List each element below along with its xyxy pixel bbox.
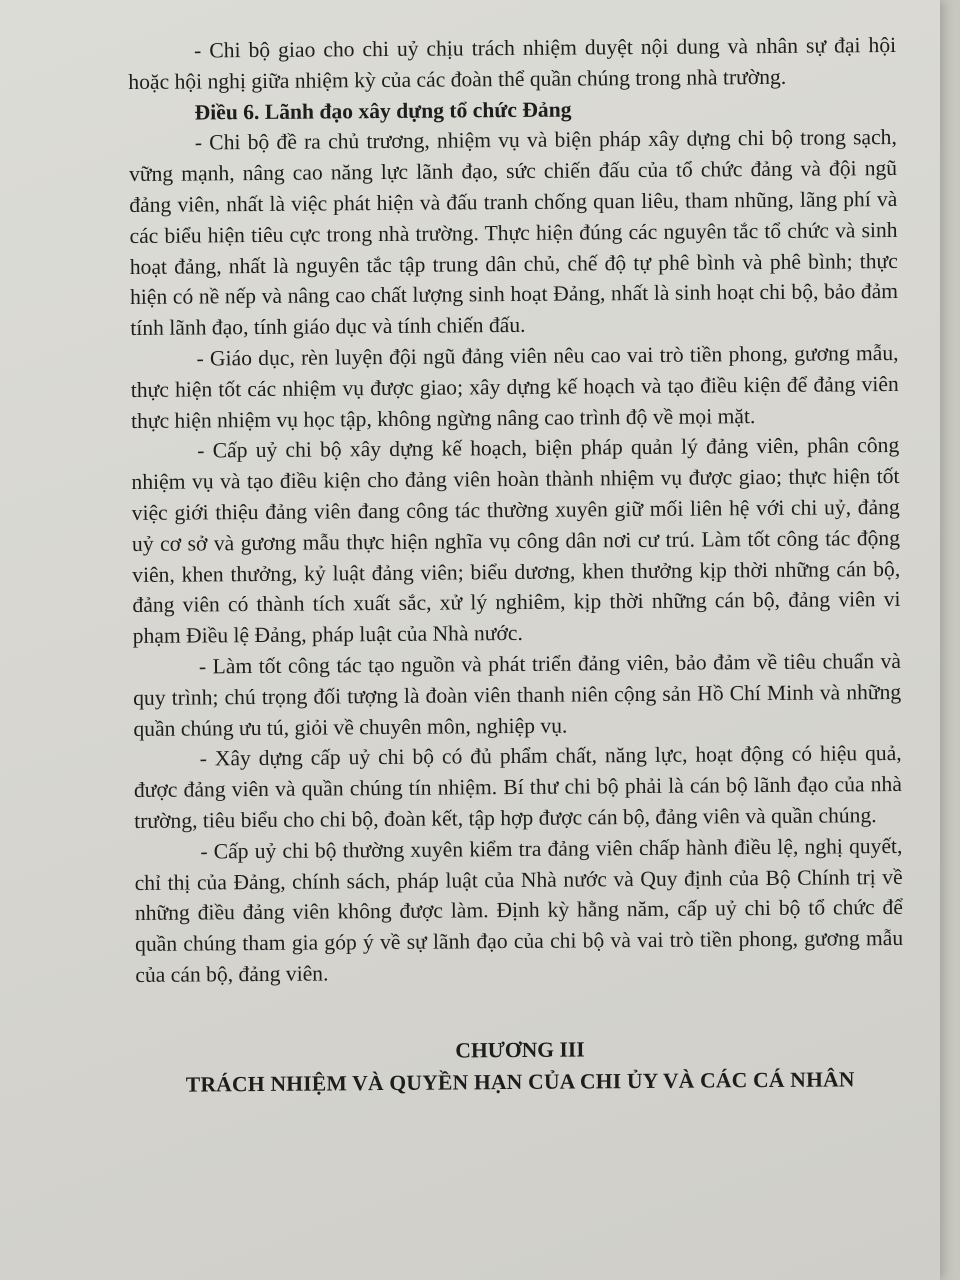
paragraph-4: - Làm tốt công tác tạo nguồn và phát triển đảng viên, bảo đảm về tiêu chuẩn và quy trình; chú trọng đối tượng là đoàn viên thanh niên cộng sản Hồ Chí Minh và những quần chúng ưu tú, giỏi về chuyên môn, nghiệp vụ.	[133, 648, 902, 741]
paragraph-6: - Cấp uỷ chi bộ thường xuyên kiểm tra đảng viên chấp hành điều lệ, nghị quyết, chỉ thị của Đảng, chính sách, pháp luật của Nhà nước và Quy định của Bộ Chính trị về những điều đảng viên không được làm. Định kỳ hằng năm, cấp uỷ chi bộ tổ chức để quần chúng tham gia góp ý về sự lãnh đạo của chi bộ và vai trò tiền phong, gương mẫu của cán bộ, đảng viên.	[134, 833, 904, 987]
paragraph-intro: - Chi bộ giao cho chi uỷ chịu trách nhiệm duyệt nội dung và nhân sự đại hội hoặc hội nghị giữa nhiệm kỳ của các đoàn thể quần chúng trong nhà trường.	[128, 32, 897, 94]
article-heading: Điều 6. Lãnh đạo xây dựng tổ chức Đảng	[194, 97, 572, 125]
chapter-number: CHƯƠNG III	[455, 1037, 585, 1063]
paragraph-2: - Giáo dục, rèn luyện đội ngũ đảng viên nêu cao vai trò tiền phong, gương mẫu, thực hiện tốt các nhiệm vụ được giao; xây dựng kế hoạch và tạo điều kiện để đảng viên thực hiện nhiệm vụ học tập, không ngừng nâng cao trình độ về mọi mặt.	[130, 340, 899, 433]
chapter-title: TRÁCH NHIỆM VÀ QUYỀN HẠN CỦA CHI ỦY VÀ CÁC CÁ NHÂN	[185, 1067, 855, 1097]
paragraph-1: - Chi bộ đề ra chủ trương, nhiệm vụ và biện pháp xây dựng chi bộ trong sạch, vững mạnh, nâng cao năng lực lãnh đạo, sức chiến đấu của tổ chức đảng và đội ngũ đảng viên, nhất là việc phát hiện và đấu tranh chống quan liêu, tham nhũng, lãng phí và các biểu hiện tiêu cực trong nhà trường. Thực hiện đúng các nguyên tắc tổ chức và sinh hoạt đảng, nhất là nguyên tắc tập trung dân chủ, chế độ tự phê bình và phê bình; thực hiện có nề nếp và nâng cao chất lượng sinh hoạt Đảng, nhất là sinh hoạt chi bộ, bảo đảm tính lãnh đạo, tính giáo dục và tính chiến đấu.	[128, 125, 899, 341]
document-page	[128, 30, 904, 1101]
paragraph-3: - Cấp uỷ chi bộ xây dựng kế hoạch, biện pháp quản lý đảng viên, phân công nhiệm vụ và tạo điều kiện cho đảng viên hoàn thành nhiệm vụ được giao; thực hiện tốt việc giới thiệu đảng viên đang công tác thường xuyên giữ mối liên hệ với chi uỷ, đảng uỷ cơ sở và gương mẫu thực hiện nghĩa vụ công dân nơi cư trú. Làm tốt công tác động viên, khen thưởng, kỷ luật đảng viên; biểu dương, khen thưởng kịp thời những cán bộ, đảng viên có thành tích xuất sắc, xử lý nghiêm, kịp thời những cán bộ, đảng viên vi phạm Điều lệ Đảng, pháp luật của Nhà nước.	[131, 433, 901, 649]
chapter-header	[136, 1031, 904, 1101]
paragraph-5: - Xây dựng cấp uỷ chi bộ có đủ phẩm chất, năng lực, hoạt động có hiệu quả, được đảng viên và quần chúng tín nhiệm. Bí thư chi bộ phải là cán bộ lãnh đạo của nhà trường, tiêu biểu cho chi bộ, đoàn kết, tập hợp được cán bộ, đảng viên và quần chúng.	[133, 741, 902, 833]
